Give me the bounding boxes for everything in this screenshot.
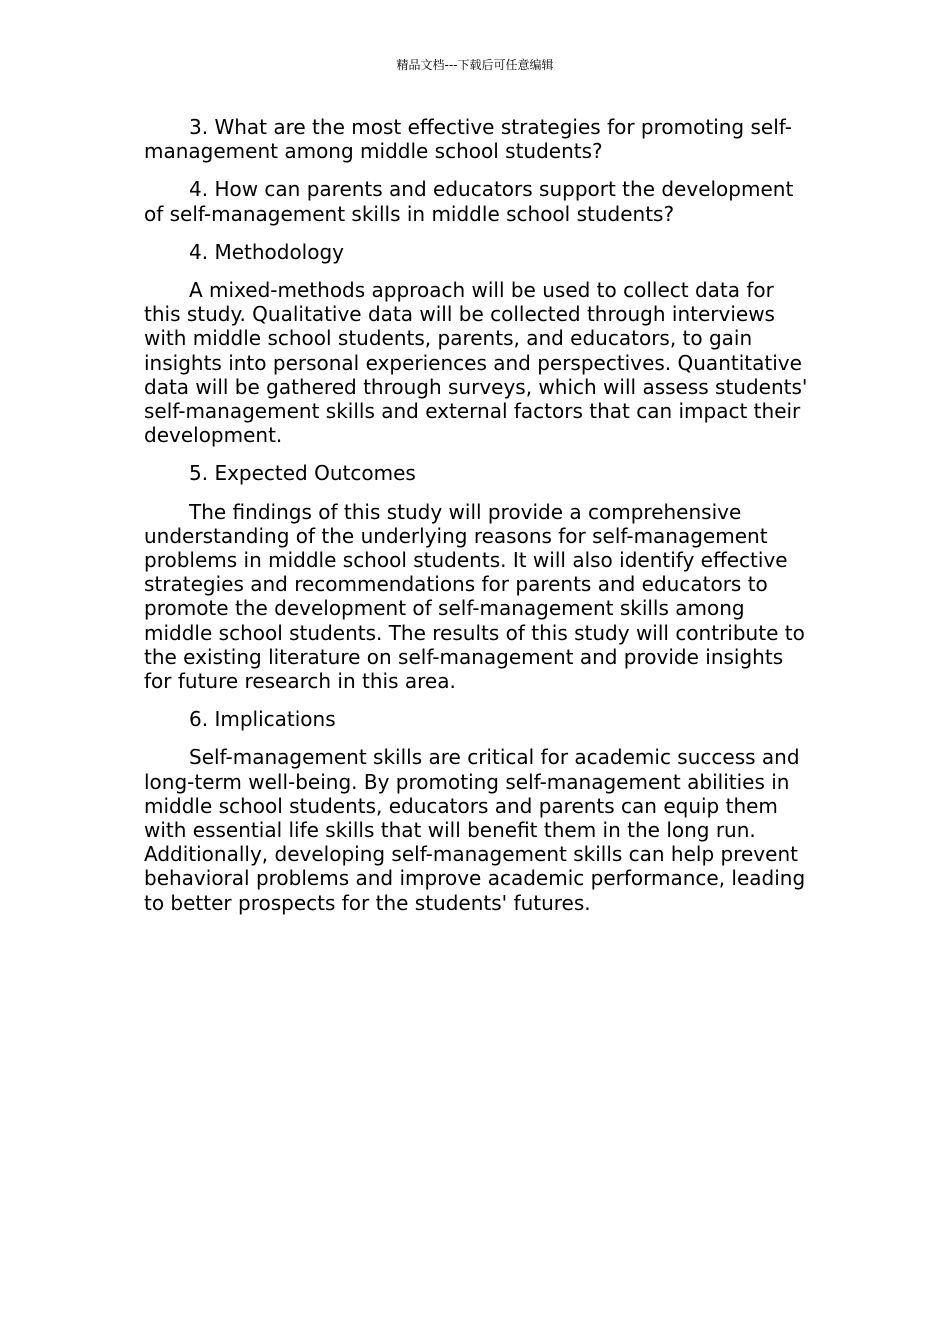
expected-outcomes-paragraph: The findings of this study will provide a comprehensive understanding of the underlying reasons for self-management problems in middle school students. It will also identify effective strategies and recommendations for parents and educators to promote the development of self-management skills among middle school students. The results of this study will contribute to the existing literature on self-management and provide insights for future research in this area.	[144, 499, 805, 694]
methodology-paragraph: A mixed-methods approach will be used to collect data for this study. Qualitative data will be collected through interviews with middle school students, parents, and educators, to gain insights into personal experiences and perspectives. Quantitative data will be gathered through surveys, which will assess students' self-management skills and external factors that can impact their development.	[144, 278, 808, 448]
section-heading-implications: 6. Implications	[189, 707, 336, 732]
page-header: 精品文档---下载后可任意编辑	[396, 58, 554, 72]
question-4: 4. How can parents and educators support the development of self-management skills in middle school students?	[144, 177, 794, 226]
implications-paragraph: Self-management skills are critical for academic success and long-term well-being. By promoting self-management abilities in middle school students, educators and parents can equip them with essential life skills that will benefit them in the long run. Additionally, developing self-management skills can help prevent behavioral problems and improve academic performance, leading to better prospects for the students' futures.	[144, 745, 806, 915]
question-3: 3. What are the most effective strategies for promoting self-management among middle school students?	[144, 115, 792, 164]
document-body	[144, 115, 812, 929]
section-heading-methodology: 4. Methodology	[189, 239, 345, 264]
section-heading-expected-outcomes: 5. Expected Outcomes	[189, 461, 416, 486]
